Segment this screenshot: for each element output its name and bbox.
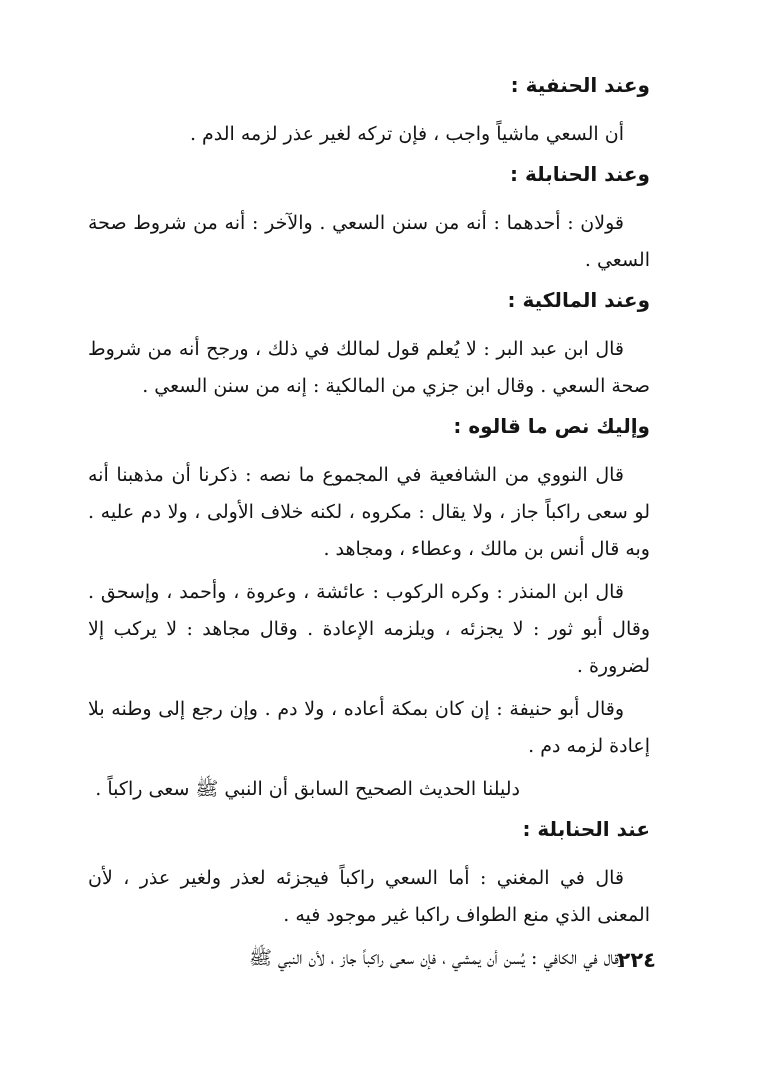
section-heading-quotes: وإليك نص ما قالوه : <box>453 414 650 438</box>
paragraph-kafi: وقال في الكافي : يُسن أن يمشي ، فإن سعى راكباً جاز ، لأن النبي ﷺ <box>248 947 624 969</box>
paragraph-evidence: دليلنا الحديث الصحيح السابق أن النبي ﷺ سعى راكباً . <box>95 778 520 800</box>
paragraph-mughni: قال في المغني : أما السعي راكباً فيجزئه لعذر ولغير عذر ، لأن المعنى الذي منع الطواف راكبا غير موجود فيه . <box>88 867 650 926</box>
paragraph-ibn-almundhir: قال ابن المنذر : وكره الركوب : عائشة ، وعروة ، وأحمد ، وإسحق . وقال أبو ثور : لا يجزئه ، ويلزمه الإعادة . وقال مجاهد : لا يركب إلا لضرورة . <box>88 581 650 677</box>
section-heading-hanafi: وعند الحنفية : <box>510 73 650 97</box>
section-heading-maliki: وعند المالكية : <box>507 288 650 312</box>
paragraph-maliki: قال ابن عبد البر : لا يُعلم قول لمالك في ذلك ، ورجح أنه من شروط صحة السعي . وقال ابن جزي من المالكية : إنه من سنن السعي . <box>88 338 650 397</box>
paragraph-hanbali: قولان : أحدهما : أنه من سنن السعي . والآخر : أنه من شروط صحة السعي . <box>88 212 650 271</box>
section-heading-hanbali: وعند الحنابلة : <box>510 162 650 186</box>
page-number: ٢٢٤ <box>617 948 656 972</box>
paragraph-nawawi: قال النووي من الشافعية في المجموع ما نصه : ذكرنا أن مذهبنا أنه لو سعى راكباً جاز ، ولا يقال : مكروه ، لكنه خلاف الأولى ، ولا دم عليه . وبه قال أنس بن مالك ، وعطاء ، ومجاهد . <box>88 464 650 560</box>
paragraph-hanafi: أن السعي ماشياً واجب ، فإن تركه لغير عذر لزمه الدم . <box>189 123 624 145</box>
section-heading-hanbali-2: عند الحنابلة : <box>522 817 650 841</box>
paragraph-abu-hanifa: وقال أبو حنيفة : إن كان بمكة أعاده ، ولا دم . وإن رجع إلى وطنه بلا إعادة لزمه دم . <box>88 698 650 757</box>
